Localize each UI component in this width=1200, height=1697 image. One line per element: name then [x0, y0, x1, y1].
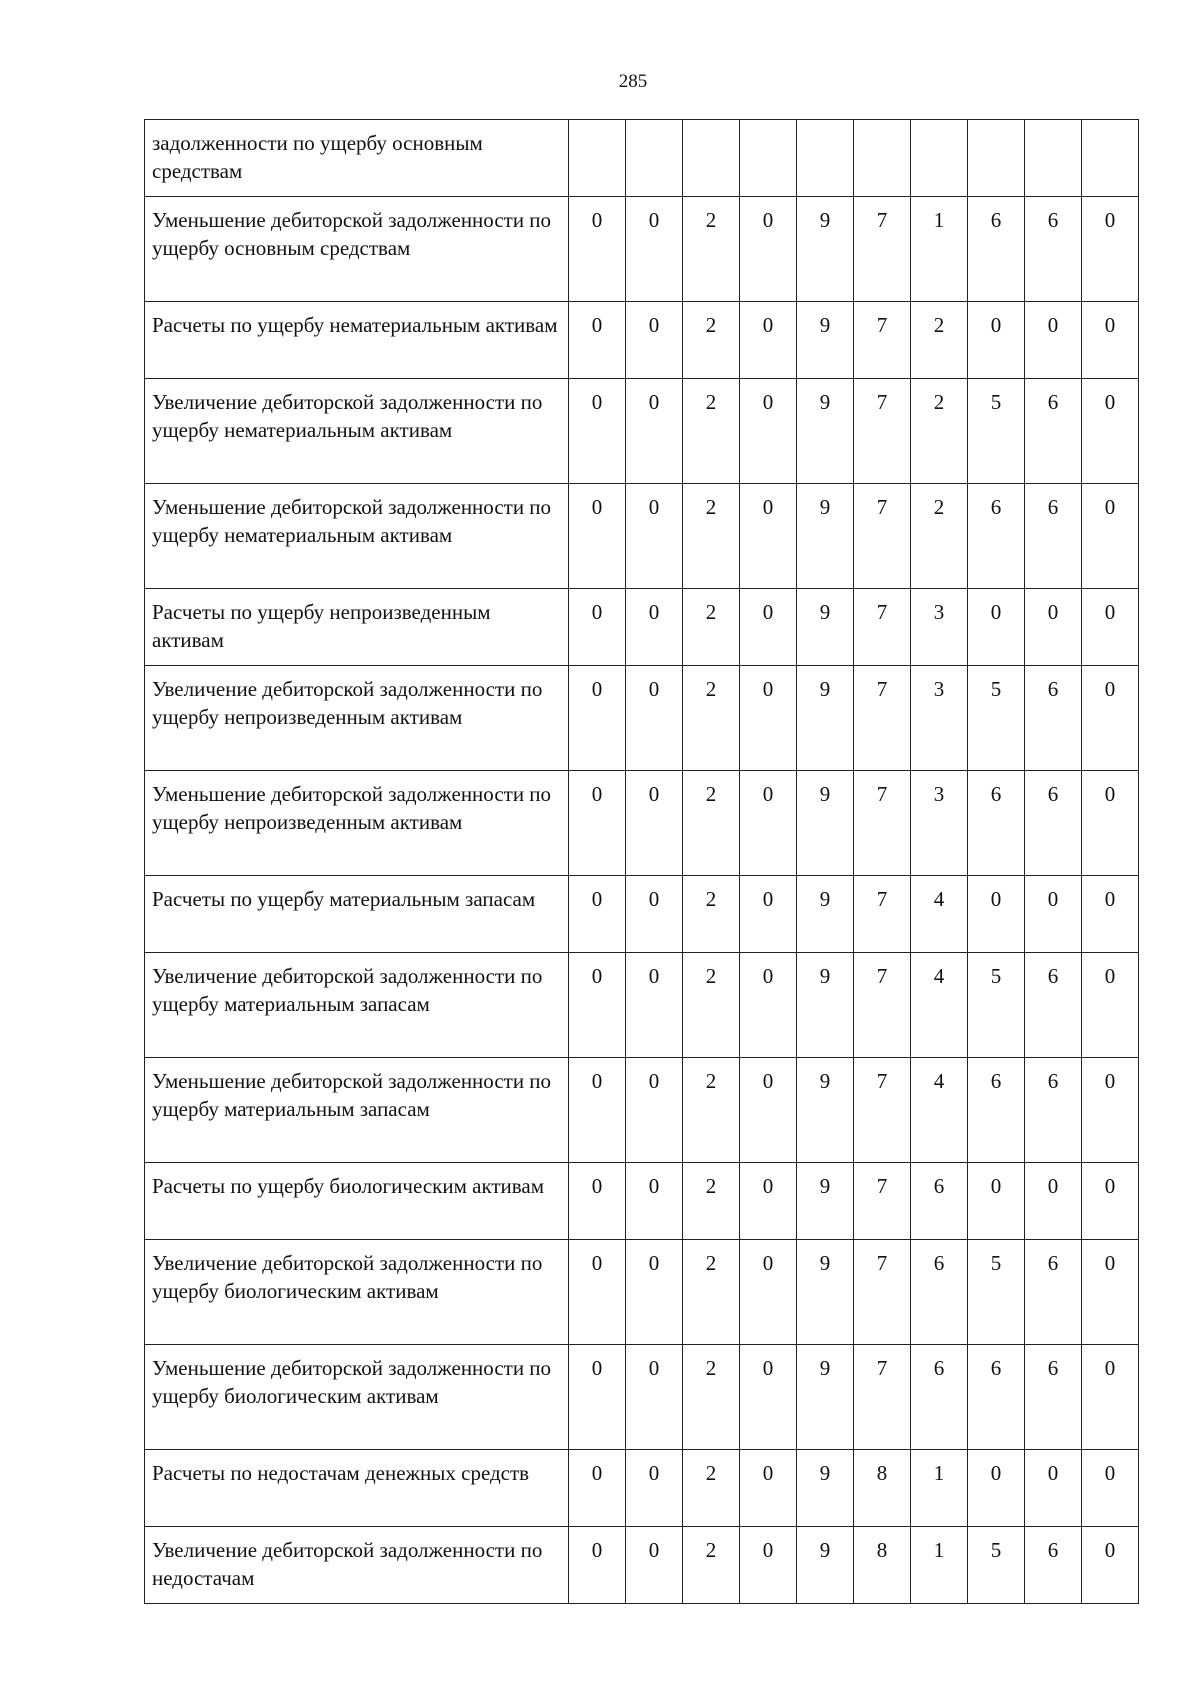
code-digit-cell: 0 [740, 1058, 797, 1163]
code-digit-cell: 6 [1025, 953, 1082, 1058]
account-name-cell: Уменьшение дебиторской задолженности по ущербу нематериальным активам [145, 484, 569, 589]
code-digit-cell: 0 [569, 1163, 626, 1240]
code-digit-cell: 2 [683, 302, 740, 379]
code-digit-cell: 0 [569, 666, 626, 771]
code-digit-cell: 0 [740, 589, 797, 666]
code-digit-cell: 0 [740, 1527, 797, 1604]
code-digit-cell: 4 [911, 953, 968, 1058]
code-digit-cell: 0 [569, 197, 626, 302]
code-digit-cell [740, 120, 797, 197]
code-digit-cell: 0 [740, 1240, 797, 1345]
code-digit-cell: 0 [626, 197, 683, 302]
code-digit-cell: 2 [683, 197, 740, 302]
code-digit-cell: 1 [911, 1527, 968, 1604]
code-digit-cell: 0 [1082, 1058, 1139, 1163]
code-digit-cell: 7 [854, 1058, 911, 1163]
code-digit-cell: 0 [740, 1345, 797, 1450]
code-digit-cell: 0 [1025, 302, 1082, 379]
table-row [145, 1163, 1139, 1240]
code-digit-cell: 0 [1082, 302, 1139, 379]
code-digit-cell: 6 [1025, 1058, 1082, 1163]
code-digit-cell: 9 [797, 379, 854, 484]
table-row [145, 1527, 1139, 1604]
code-digit-cell: 6 [968, 197, 1025, 302]
code-digit-cell [1025, 120, 1082, 197]
code-digit-cell: 0 [968, 1163, 1025, 1240]
table-row [145, 1058, 1139, 1163]
code-digit-cell: 7 [854, 302, 911, 379]
code-digit-cell: 6 [1025, 197, 1082, 302]
code-digit-cell: 0 [626, 1345, 683, 1450]
code-digit-cell: 9 [797, 771, 854, 876]
code-digit-cell [854, 120, 911, 197]
table-body [145, 120, 1139, 1604]
code-digit-cell: 2 [683, 589, 740, 666]
code-digit-cell: 2 [911, 302, 968, 379]
code-digit-cell: 2 [683, 1058, 740, 1163]
code-digit-cell: 9 [797, 1163, 854, 1240]
code-digit-cell: 5 [968, 1527, 1025, 1604]
code-digit-cell: 7 [854, 666, 911, 771]
code-digit-cell: 0 [569, 1345, 626, 1450]
code-digit-cell: 6 [1025, 771, 1082, 876]
code-digit-cell: 7 [854, 379, 911, 484]
code-digit-cell: 2 [683, 876, 740, 953]
code-digit-cell: 9 [797, 197, 854, 302]
code-digit-cell: 5 [968, 666, 1025, 771]
code-digit-cell: 0 [1082, 1450, 1139, 1527]
code-digit-cell: 7 [854, 484, 911, 589]
table-row [145, 1345, 1139, 1450]
code-digit-cell: 9 [797, 1450, 854, 1527]
code-digit-cell: 0 [1082, 666, 1139, 771]
code-digit-cell: 2 [683, 379, 740, 484]
code-digit-cell [626, 120, 683, 197]
code-digit-cell: 2 [683, 1240, 740, 1345]
code-digit-cell: 0 [569, 1058, 626, 1163]
code-digit-cell [797, 120, 854, 197]
code-digit-cell: 0 [626, 666, 683, 771]
code-digit-cell: 0 [1082, 1345, 1139, 1450]
table-row [145, 953, 1139, 1058]
code-digit-cell: 6 [1025, 1240, 1082, 1345]
account-name-cell: Увеличение дебиторской задолженности по ущербу непроизведенным активам [145, 666, 569, 771]
code-digit-cell: 8 [854, 1450, 911, 1527]
code-digit-cell: 0 [626, 1450, 683, 1527]
code-digit-cell: 0 [740, 771, 797, 876]
code-digit-cell: 2 [683, 1450, 740, 1527]
code-digit-cell: 0 [740, 484, 797, 589]
code-digit-cell: 2 [683, 771, 740, 876]
account-name-cell: Увеличение дебиторской задолженности по недостачам [145, 1527, 569, 1604]
code-digit-cell: 1 [911, 197, 968, 302]
code-digit-cell: 6 [968, 1345, 1025, 1450]
table-row [145, 197, 1139, 302]
code-digit-cell: 6 [1025, 484, 1082, 589]
code-digit-cell: 2 [683, 1163, 740, 1240]
code-digit-cell: 6 [1025, 666, 1082, 771]
code-digit-cell: 0 [626, 876, 683, 953]
code-digit-cell: 0 [740, 379, 797, 484]
code-digit-cell: 3 [911, 589, 968, 666]
table-row [145, 379, 1139, 484]
code-digit-cell: 0 [569, 1527, 626, 1604]
code-digit-cell: 2 [683, 484, 740, 589]
table-row [145, 1450, 1139, 1527]
account-name-cell: Уменьшение дебиторской задолженности по ущербу биологическим активам [145, 1345, 569, 1450]
code-digit-cell: 9 [797, 589, 854, 666]
code-digit-cell: 9 [797, 1345, 854, 1450]
code-digit-cell: 0 [569, 771, 626, 876]
code-digit-cell: 0 [626, 379, 683, 484]
code-digit-cell: 7 [854, 197, 911, 302]
table-row [145, 589, 1139, 666]
table-row [145, 484, 1139, 589]
code-digit-cell: 0 [1025, 1163, 1082, 1240]
code-digit-cell: 7 [854, 953, 911, 1058]
code-digit-cell: 0 [968, 302, 1025, 379]
code-digit-cell [683, 120, 740, 197]
code-digit-cell: 0 [569, 1450, 626, 1527]
code-digit-cell: 9 [797, 1240, 854, 1345]
code-digit-cell: 5 [968, 953, 1025, 1058]
table-row [145, 771, 1139, 876]
code-digit-cell: 7 [854, 1345, 911, 1450]
code-digit-cell: 0 [626, 953, 683, 1058]
code-digit-cell: 7 [854, 589, 911, 666]
account-name-cell: Расчеты по ущербу непроизведенным активам [145, 589, 569, 666]
code-digit-cell [911, 120, 968, 197]
code-digit-cell: 6 [1025, 1527, 1082, 1604]
table-row [145, 302, 1139, 379]
code-digit-cell [569, 120, 626, 197]
code-digit-cell: 5 [968, 1240, 1025, 1345]
code-digit-cell: 9 [797, 1058, 854, 1163]
code-digit-cell: 1 [911, 1450, 968, 1527]
code-digit-cell: 0 [1082, 1527, 1139, 1604]
code-digit-cell: 6 [1025, 1345, 1082, 1450]
code-digit-cell: 0 [626, 1058, 683, 1163]
code-digit-cell: 0 [1025, 589, 1082, 666]
code-digit-cell: 6 [911, 1345, 968, 1450]
code-digit-cell: 7 [854, 1240, 911, 1345]
code-digit-cell: 0 [569, 484, 626, 589]
code-digit-cell: 7 [854, 876, 911, 953]
account-name-cell: Расчеты по ущербу биологическим активам [145, 1163, 569, 1240]
code-digit-cell: 0 [1082, 953, 1139, 1058]
code-digit-cell: 2 [683, 1345, 740, 1450]
code-digit-cell: 0 [1082, 1163, 1139, 1240]
code-digit-cell: 9 [797, 302, 854, 379]
code-digit-cell: 0 [1082, 379, 1139, 484]
account-name-cell: Расчеты по ущербу нематериальным активам [145, 302, 569, 379]
code-digit-cell: 4 [911, 1058, 968, 1163]
code-digit-cell: 0 [569, 302, 626, 379]
code-digit-cell: 2 [911, 379, 968, 484]
code-digit-cell: 2 [683, 666, 740, 771]
code-digit-cell: 4 [911, 876, 968, 953]
account-name-cell: Увеличение дебиторской задолженности по ущербу биологическим активам [145, 1240, 569, 1345]
code-digit-cell: 0 [626, 1527, 683, 1604]
account-name-cell: Уменьшение дебиторской задолженности по ущербу материальным запасам [145, 1058, 569, 1163]
code-digit-cell [968, 120, 1025, 197]
code-digit-cell: 7 [854, 771, 911, 876]
table-row [145, 876, 1139, 953]
code-digit-cell: 6 [911, 1240, 968, 1345]
code-digit-cell: 0 [968, 876, 1025, 953]
page-number: 285 [618, 71, 648, 92]
code-digit-cell: 2 [683, 953, 740, 1058]
table-row [145, 666, 1139, 771]
code-digit-cell: 0 [626, 302, 683, 379]
code-digit-cell: 0 [1025, 876, 1082, 953]
code-digit-cell: 0 [740, 876, 797, 953]
code-digit-cell: 6 [968, 771, 1025, 876]
code-digit-cell: 2 [911, 484, 968, 589]
code-digit-cell: 0 [740, 953, 797, 1058]
code-digit-cell [1082, 120, 1139, 197]
code-digit-cell: 2 [683, 1527, 740, 1604]
code-digit-cell: 0 [1082, 197, 1139, 302]
code-digit-cell: 3 [911, 771, 968, 876]
code-digit-cell: 0 [1082, 876, 1139, 953]
code-digit-cell: 3 [911, 666, 968, 771]
code-digit-cell: 5 [968, 379, 1025, 484]
code-digit-cell: 0 [740, 1163, 797, 1240]
code-digit-cell: 6 [968, 1058, 1025, 1163]
account-name-cell: задолженности по ущербу основным средствам [145, 120, 569, 197]
code-digit-cell: 0 [626, 484, 683, 589]
code-digit-cell: 9 [797, 666, 854, 771]
code-digit-cell: 0 [1082, 484, 1139, 589]
account-name-cell: Увеличение дебиторской задолженности по ущербу материальным запасам [145, 953, 569, 1058]
code-digit-cell: 0 [569, 589, 626, 666]
table-row [145, 1240, 1139, 1345]
code-digit-cell: 0 [740, 302, 797, 379]
code-digit-cell: 9 [797, 876, 854, 953]
code-digit-cell: 0 [569, 379, 626, 484]
code-digit-cell: 0 [626, 1240, 683, 1345]
code-digit-cell: 9 [797, 1527, 854, 1604]
code-digit-cell: 0 [740, 1450, 797, 1527]
code-digit-cell: 9 [797, 484, 854, 589]
code-digit-cell: 0 [968, 1450, 1025, 1527]
code-digit-cell: 0 [626, 589, 683, 666]
code-digit-cell: 0 [626, 771, 683, 876]
table-row [145, 120, 1139, 197]
code-digit-cell: 0 [1082, 771, 1139, 876]
code-digit-cell: 0 [569, 1240, 626, 1345]
account-codes-table [144, 119, 1139, 1604]
account-name-cell: Уменьшение дебиторской задолженности по ущербу непроизведенным активам [145, 771, 569, 876]
code-digit-cell: 0 [626, 1163, 683, 1240]
code-digit-cell: 6 [968, 484, 1025, 589]
code-digit-cell: 0 [968, 589, 1025, 666]
code-digit-cell: 0 [569, 953, 626, 1058]
code-digit-cell: 9 [797, 953, 854, 1058]
code-digit-cell: 6 [1025, 379, 1082, 484]
code-digit-cell: 0 [740, 666, 797, 771]
code-digit-cell: 0 [740, 197, 797, 302]
code-digit-cell: 0 [1025, 1450, 1082, 1527]
account-name-cell: Расчеты по ущербу материальным запасам [145, 876, 569, 953]
account-name-cell: Расчеты по недостачам денежных средств [145, 1450, 569, 1527]
code-digit-cell: 7 [854, 1163, 911, 1240]
code-digit-cell: 0 [1082, 1240, 1139, 1345]
code-digit-cell: 6 [911, 1163, 968, 1240]
code-digit-cell: 0 [569, 876, 626, 953]
account-name-cell: Увеличение дебиторской задолженности по ущербу нематериальным активам [145, 379, 569, 484]
code-digit-cell: 8 [854, 1527, 911, 1604]
account-name-cell: Уменьшение дебиторской задолженности по ущербу основным средствам [145, 197, 569, 302]
code-digit-cell: 0 [1082, 589, 1139, 666]
